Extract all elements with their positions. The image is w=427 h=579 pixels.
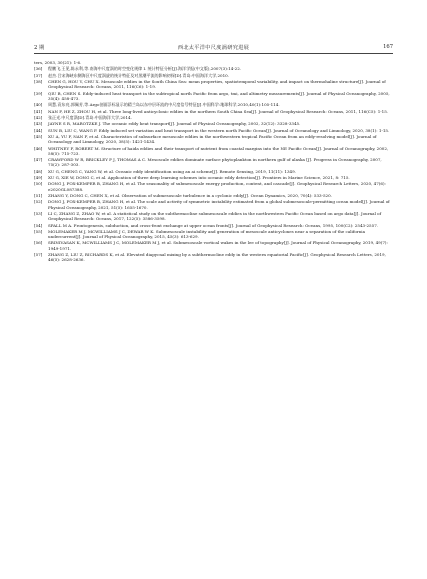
reference-text: DONG J, FOX-KEMPER B, ZHANG H, et al. The scale and activity of symmetric instability estimated from a global submesoscale-permitting ocean model[J]. Journal of Physical Oceanography, 2021, 51(5): 1655-1670.	[48, 199, 390, 210]
reference-text: 程鹏飞,王见,陈永利,等.南海中尺度涡的时空变化规律 Ⅰ. 统计特征分析[J].海洋学报(中文版),2007(3):14-22.	[48, 66, 242, 72]
reference-number: [38]	[34, 79, 43, 85]
reference-number: [48]	[34, 168, 43, 174]
journal-title: 西北太平洋中尺度涡研究进展	[177, 45, 250, 51]
reference-entry	[34, 102, 391, 107]
reference-number: [46]	[34, 145, 43, 151]
reference-text: MOLEMAKER M J, MCWILLIAMS J C, DEWAR W K. Submesoscale instability and generation of mesoscale anticyclones near a separation of the california undercurrent[J]. Journal of Physical Oceanography, 2015, 45(3): 613-629.	[48, 228, 366, 240]
reference-text: CHEN G, HOU Y, CHU X. Mesoscale eddies in the South China Sea: mean properties, spatiotemporal variability, and impact on thermohaline structure[J]. Journal of Geophysical Research: Oceans, 2011, 116(C6): 1-19.	[48, 79, 386, 90]
reference-number: [51]	[34, 193, 43, 198]
reference-entry	[34, 91, 391, 102]
reference-text: XU G, CHENG C, YANG W, et al. Oceanic eddy identification using an ai scheme[J]. Remote Sensing, 2019, 11(11): 1349.	[48, 168, 296, 174]
reference-entry	[34, 223, 391, 228]
reference-entry	[34, 181, 391, 192]
reference-entry	[34, 252, 391, 263]
reference-entry	[34, 169, 391, 174]
reference-entry	[34, 193, 391, 198]
reference-number: [40]	[34, 102, 43, 108]
reference-text: QIU B, CHEN S. Eddy-induced heat transport in the subtropical north Pacific from argo, tmi, and altimetry measurements[J]. Journal of Physical Oceanography, 2005, 35(4): 458-473.	[48, 90, 390, 101]
reference-entry	[34, 109, 391, 114]
reference-text: SPALL M A. Frontogenesis, subduction, and cross-front exchange at upper ocean fronts[J]. Journal of Geophysical Research: Oceans, 1995, 100(C2): 2543-2557.	[48, 222, 379, 228]
reference-text: NAN F, HE Z, ZHOU H, et al. Three long-lived anticyclonic eddies in the northern South China Sea[J]. Journal of Geophysical Research: Oceans, 2011, 116(C5): 1-15.	[48, 108, 389, 114]
reference-entry	[34, 240, 391, 251]
reference-entries	[34, 66, 391, 262]
reference-entry	[34, 79, 391, 90]
header-rule	[34, 53, 393, 54]
reference-entry	[34, 146, 391, 157]
reference-text: SRINIVASAN K, MCWILLIAMS J C, MOLEMAKER M J, et al. Submesoscale vortical wakes in the lee of topography[J]. Journal of Physical Oceanography, 2019, 49(7): 1949-1971.	[48, 240, 388, 251]
reference-number: [55]	[34, 228, 43, 234]
reference-entry	[34, 211, 391, 222]
reference-number: [47]	[34, 157, 43, 163]
page-number: 167	[383, 44, 393, 50]
reference-entry	[34, 134, 391, 145]
reference-text: 张正光.中尺度涡[D].青岛:中国海洋大学,2014.	[48, 114, 132, 120]
reference-text: 周慧,袁东亮,郭佩芳,等.Argo剖面浮标显示的精兰岛以东中层环流的中尺度信号特征[J].中国科学:地球科学,2010,40(1):105-114.	[48, 102, 280, 108]
reference-entry	[34, 73, 391, 78]
reference-number: [52]	[34, 199, 43, 205]
reference-text: ZHANG Z, LIU Z, RICHARDS K, et al. Elevated diapycnal mixing by a subthermocline eddy in the western equatorial Pacific[J]. Geophysical Research Letters, 2019, 46(5): 2628-2636.	[48, 252, 386, 263]
issue-label: 2 期	[34, 45, 45, 51]
reference-entry	[34, 115, 391, 120]
reference-text: WHITNEY F, ROBERT M. Structure of haida eddies and their transport of nutrient from coastal margins into the NE Pacific Ocean[J]. Journal of Oceanography, 2002, 58(5): 715-723.	[48, 145, 389, 156]
reference-number: [39]	[34, 90, 43, 96]
reference-entry	[34, 157, 391, 168]
reference-entry	[34, 121, 391, 126]
reference-number: [44]	[34, 127, 43, 133]
reference-entry	[34, 128, 391, 133]
reference-number: [41]	[34, 108, 43, 114]
reference-number: [57]	[34, 252, 43, 258]
reference-number: [56]	[34, 240, 43, 246]
reference-number: [37]	[34, 72, 43, 78]
reference-entry	[34, 66, 391, 71]
reference-number: [36]	[34, 66, 43, 72]
reference-number: [43]	[34, 121, 43, 127]
reference-number: [45]	[34, 133, 43, 139]
reference-continuation: ters, 2003, 30(21): 1-6.	[34, 60, 82, 65]
reference-number: [50]	[34, 181, 43, 187]
reference-list	[34, 60, 391, 264]
reference-text: SUN B, LIU C, WANG F. Eddy induced set variation and heat transport in the western north Pacific Ocean[J]. Journal of Oceanology and Limnology, 2020, 38(1): 1-15.	[48, 127, 390, 133]
reference-text: 赵杰.吕宋海峡东侧海区中尺度涡旋的统计特征及对黑潮平流的影响初探[D].青岛:中国海洋大学,2010.	[48, 72, 230, 78]
reference-entry	[34, 199, 391, 210]
reference-text: ZHANG Y, DONG C, CHEN X, et al. Observation of submesoscale turbulence in a cyclonic eddy[J]. Ocean Dynamics, 2020, 70(4): 533-520.	[48, 193, 332, 198]
reference-number: [53]	[34, 210, 43, 216]
reference-entry	[34, 229, 391, 240]
reference-text: CRAWFORD W R, BRICKLEY P J, THOMAS A C. Mesoscale eddies dominate surface phytoplankton in northern gulf of alaska [J]. Progress in Oceanography, 2007, 75(2): 287-303.	[48, 157, 382, 168]
reference-text: JAYNE S R, MAROTZKE J. The oceanic eddy heat transport[J]. Journal of Physical Oceanography, 2002, 32(12): 3328-3345.	[48, 121, 301, 127]
reference-entry	[34, 175, 391, 180]
reference-number: [42]	[34, 114, 43, 120]
reference-text: XU G, XIE W, DONG C, et al. Application of three deep learning schemes into oceanic eddy detection[J]. Frontiers in Marine Science, 2021, 8: 715.	[48, 175, 350, 181]
reference-text: DONG J, FOX-KEMPER B, ZHANG H, et al. The seasonality of submesoscale energy production, content, and cascade[J]. Geophysical Research Letters, 2020, 47(6): e2020GL087388.	[48, 181, 386, 192]
reference-text: XU A, YU F, NAN F, et al. Characteristics of subsurface mesoscale eddies in the northwestern tropical Pacific Ocean from an eddy-resolving model[J]. Journal of Oceanology and Limnology, 2020, 38(5): 1421-1434.	[48, 133, 377, 145]
reference-number: [54]	[34, 222, 43, 228]
reference-number: [49]	[34, 175, 43, 181]
reference-text: LI C, ZHANG Z, ZHAO W, et al. A statistical study on the subthermocline submesoscale eddies in the northwestern Pacific Ocean based on argo data[J]. Journal of Geophysical Research: Oceans, 2017, 122(5): 3586-3598.	[48, 210, 382, 222]
